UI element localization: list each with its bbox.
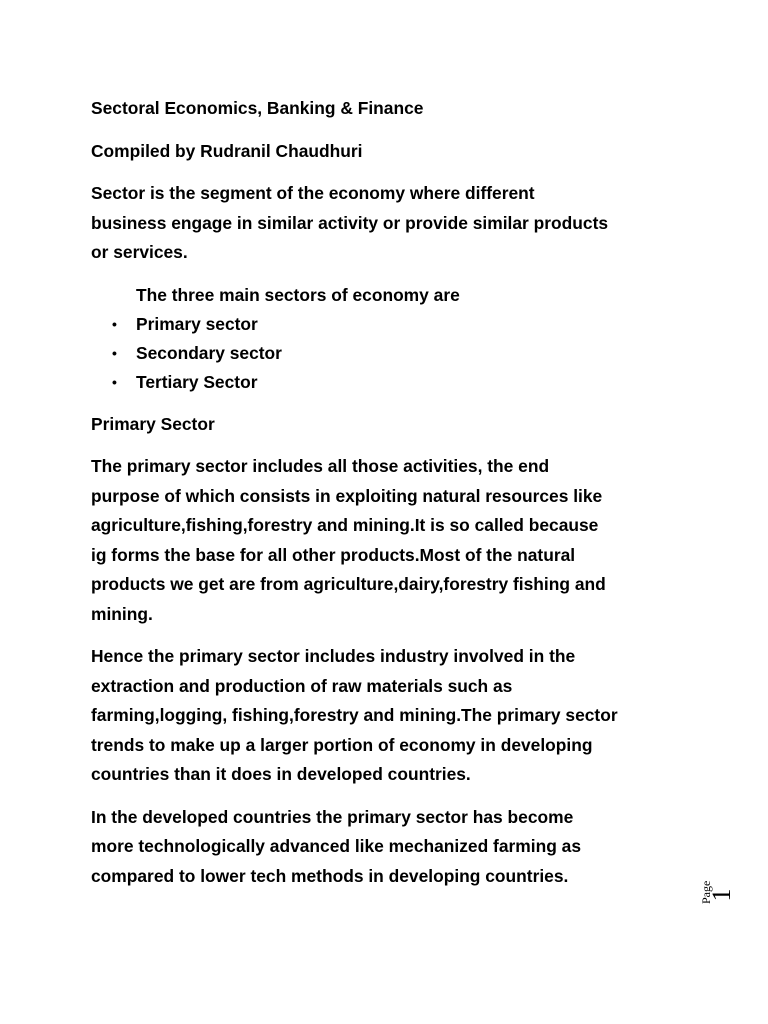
bullet-icon: • [112,315,117,332]
paragraph-line: ig forms the base for all other products.Most of the natural [91,544,576,565]
list-item [91,310,711,339]
paragraph-line: agriculture,fishing,forestry and mining.It is so called because [91,515,599,535]
author-text: Compiled by Rudranil Chaudhuri [91,140,363,161]
paragraph-line: or services. [91,242,188,262]
paragraph-line: extraction and production of raw materials such as [91,675,513,696]
definition-paragraph [91,179,711,268]
sectors-intro: The three main sectors of economy are [136,284,460,305]
document-page [91,94,711,904]
paragraph-line: business engage in similar activity or provide similar products [91,212,609,233]
paragraph-line: farming,logging, fishing,forestry and mining.The primary sector [91,705,618,725]
paragraph-line: products we get are from agriculture,dairy,forestry fishing and [91,574,606,594]
bullet-icon: • [112,344,117,361]
paragraph-line: countries than it does in developed countries. [91,764,471,784]
title-text: Sectoral Economics, Banking & Finance [91,98,424,118]
sectors-list [91,310,711,397]
document-title [91,94,711,124]
primary-sector-paragraph-2 [91,642,711,790]
page-label: Page [699,880,713,904]
section-heading [91,410,711,440]
bullet-icon: • [112,373,117,390]
paragraph-line: mining. [91,603,153,624]
paragraph-line: The primary sector includes all those activities, the end [91,456,550,476]
paragraph-line: Sector is the segment of the economy where different [91,183,535,203]
list-item-label: Primary sector [136,313,258,334]
list-item-label: Tertiary Sector [136,371,258,392]
paragraph-line: compared to lower tech methods in developing countries. [91,865,569,886]
list-item-label: Secondary sector [136,342,282,363]
list-item [91,368,711,397]
list-item [91,339,711,368]
paragraph-line: Hence the primary sector includes industry involved in the [91,646,576,666]
paragraph-line: more technologically advanced like mechanized farming as [91,836,582,856]
page-number: 1 [707,888,736,902]
paragraph-line: purpose of which consists in exploiting natural resources like [91,485,603,506]
paragraph-line: trends to make up a larger portion of economy in developing [91,734,593,755]
section-heading-text: Primary Sector [91,413,215,434]
author-line [91,137,711,167]
page-number-footer [699,872,745,932]
paragraph-line: In the developed countries the primary sector has become [91,806,574,827]
primary-sector-paragraph-1 [91,452,711,629]
primary-sector-paragraph-3 [91,803,711,892]
